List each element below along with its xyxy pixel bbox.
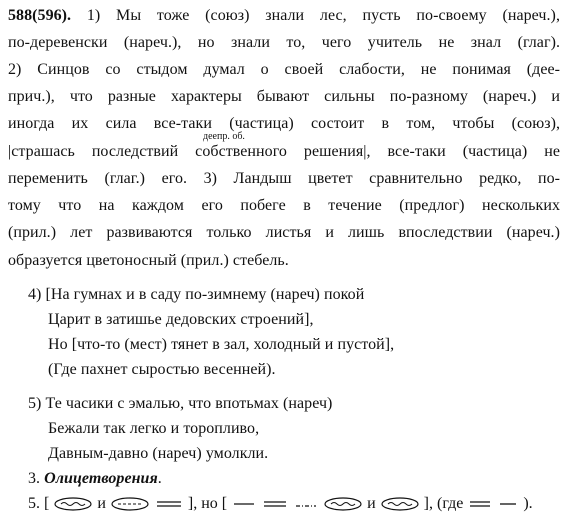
scheme-prefix: 5. [	[28, 495, 50, 512]
paragraph-line-6: |страшась последствий собственного решения|, все-таки (частица) не	[8, 143, 560, 160]
scheme-end: ).	[523, 495, 533, 512]
wavy-oval-symbol	[53, 497, 93, 511]
poem1-line-1: 4) [На гумнах и в саду по-зимнему (нареч) покой	[28, 286, 365, 303]
sentence-scheme	[28, 494, 533, 514]
paragraph-line-2: по-деревенски (нареч.), но знали то, чего учитель не знал (глаг).	[8, 34, 560, 51]
single-line-symbol	[231, 497, 257, 511]
double-line-symbol-3	[467, 497, 493, 511]
item3-suffix: .	[157, 470, 162, 487]
dash-dot-symbol	[293, 497, 319, 511]
poem1-line-2: Царит в затишье дедовских строений],	[48, 311, 314, 328]
double-line-symbol-2	[261, 497, 289, 511]
poem1-line-3: Но [что-то (мест) тянет в зал, холодный и пустой],	[48, 336, 395, 353]
double-line-symbol	[154, 497, 184, 511]
paragraph-line-10: образуется цветоносный (прил.) стебель.	[8, 252, 289, 269]
poem2-line-2: Бежали так легко и торопливо,	[48, 420, 260, 437]
paragraph-line-9: (прил.) лет развиваются только листья и лишь впоследствии (нареч.)	[8, 224, 560, 241]
deepr-annotation: деепр. об.	[203, 131, 245, 142]
line-text: 1) Мы тоже (союз) знали лес, пусть по-своему (нареч.),	[86, 7, 560, 24]
item3-prefix: 3.	[28, 470, 41, 487]
oval-symbol	[110, 497, 150, 511]
scheme-and-2: и	[367, 495, 376, 512]
item3-word: Олицетворения	[44, 470, 158, 487]
paragraph-line-5: иногда их сила все-таки (частица) состоит в том, чтобы (союз),	[8, 115, 560, 132]
poem2-line-1: 5) Те часики с эмалью, что впотьмах (нареч)	[28, 395, 333, 412]
exercise-number: 588(596).	[8, 7, 72, 24]
item3-line	[28, 469, 558, 489]
wavy-oval-symbol-3	[380, 497, 420, 511]
paragraph-line-3: 2) Синцов со стыдом думал о своей слабости, не понимая (дее-	[8, 61, 560, 78]
scheme-mid: ], но [	[187, 495, 228, 512]
paragraph-line-8: тому что на каждом его побеге в течение (предлог) нескольких	[8, 197, 560, 214]
poem2-line-3: Давным-давно (нареч) умолкли.	[48, 445, 269, 462]
wavy-oval-symbol-2	[323, 497, 363, 511]
paragraph-line-1	[8, 6, 560, 26]
single-line-symbol-2	[497, 497, 519, 511]
poem1-line-4: (Где пахнет сыростью весенней).	[48, 361, 276, 378]
scheme-tail: ], (где	[423, 495, 464, 512]
paragraph-line-7: переменить (глаг.) его. 3) Ландыш цветет сравнительно редко, по-	[8, 170, 560, 187]
paragraph-line-4: прич.), что разные характеры бывают сильны по-разному (нареч.) и	[8, 88, 560, 105]
scheme-and-1: и	[97, 495, 106, 512]
